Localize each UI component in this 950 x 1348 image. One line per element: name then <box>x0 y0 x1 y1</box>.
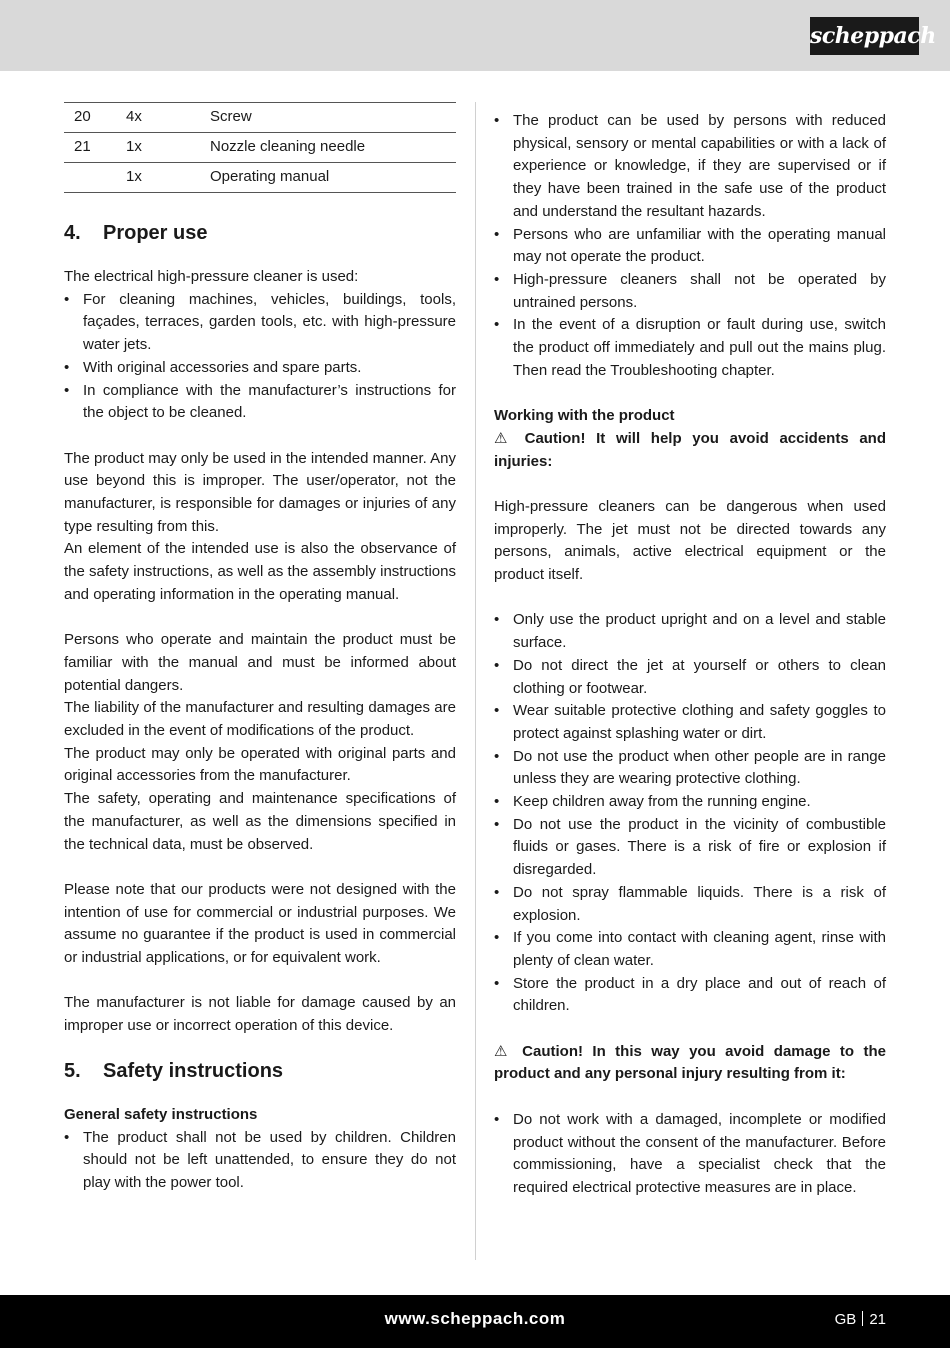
part-quantity: 4x <box>126 103 210 133</box>
page-number <box>835 1311 886 1328</box>
part-name: Operating manual <box>210 163 456 193</box>
part-number <box>64 163 126 193</box>
paragraph: Please note that our products were not designed with the intention of use for commercial or industrial purposes. We assume no guarantee if the product is used in commercial or industrial applications, or for equivalent work. <box>64 880 456 967</box>
part-number: 20 <box>64 103 126 133</box>
paragraph: High-pressure cleaners can be dangerous when used improperly. The jet must not be directed towards any persons, animals, active electrical equipment or the product itself. <box>494 497 886 584</box>
subheading-general-safety: General safety instructions <box>64 1105 258 1123</box>
part-name: Screw <box>210 103 456 133</box>
list-item: • Only use the product upright and on a level and stable surface. <box>494 609 886 654</box>
list-item: • The product shall not be used by children. Children should not be left unattended, to ensure they do not play with the power tool. <box>64 1127 456 1195</box>
parts-table <box>64 102 456 193</box>
paragraph: An element of the intended use is also the observance of the safety instructions, as well as the assembly instructions and operating information in the operating manual. <box>64 540 456 603</box>
list-item: • The product can be used by persons with reduced physical, sensory or mental capabilities or with a lack of experience or knowledge, if they are supervised or if they have been trained in the safe use of the product and understand the resultant hazards. <box>494 110 886 224</box>
working-list <box>494 609 886 1018</box>
subheading-working: Working with the product <box>494 407 675 425</box>
list-item: • For cleaning machines, vehicles, buildings, tools, façades, terraces, garden tools, etc. with high-pressure water jets. <box>64 289 456 357</box>
section-number: 4. <box>64 222 81 244</box>
left-column <box>64 102 456 1195</box>
part-quantity: 1x <box>126 133 210 163</box>
warning-icon: ⚠ <box>494 429 514 447</box>
section-heading-proper-use <box>64 220 456 246</box>
list-item: • Do not use the product in the vicinity of combustible fluids or gases. There is a risk of fire or explosion if disregarded. <box>494 814 886 882</box>
list-item: • Do not spray flammable liquids. There is a risk of explosion. <box>494 882 886 927</box>
scheppach-logo: scheppach <box>810 17 919 55</box>
paragraph: The liability of the manufacturer and resulting damages are excluded in the event of modifications of the product. <box>64 699 456 740</box>
caution-text: Caution! In this way you avoid damage to the product and any personal injury resulting from it: <box>494 1042 886 1083</box>
warning-icon: ⚠ <box>494 1042 513 1060</box>
list-item: • Persons who are unfamiliar with the operating manual may not operate the product. <box>494 224 886 269</box>
list-item: • With original accessories and spare parts. <box>64 357 456 380</box>
list-item: • In compliance with the manufacturer’s instructions for the object to be cleaned. <box>64 380 456 425</box>
footer-bar <box>0 1295 950 1348</box>
paragraph: The product may only be used in the intended manner. Any use beyond this is improper. The user/operator, not the manufacturer, is responsible for damages or injuries of any type resulting from this. <box>64 449 456 535</box>
list-item: • Do not use the product when other people are in range unless they are wearing protective clothing. <box>494 746 886 791</box>
part-number: 21 <box>64 133 126 163</box>
general-safety-list-continued <box>494 110 886 382</box>
proper-use-list <box>64 289 456 425</box>
column-divider <box>475 102 476 1260</box>
list-item: • Wear suitable protective clothing and safety goggles to protect against splashing water or dirt. <box>494 700 886 745</box>
paragraph: The product may only be operated with original parts and original accessories from the manufacturer. <box>64 744 456 785</box>
table-row <box>64 163 456 193</box>
caution-note <box>494 428 886 473</box>
header-band <box>0 0 950 71</box>
section-number: 5. <box>64 1059 81 1082</box>
footer-website: www.scheppach.com <box>384 1309 566 1328</box>
general-safety-list <box>64 1127 456 1195</box>
list-item: • Keep children away from the running engine. <box>494 791 886 814</box>
list-item: • Do not work with a damaged, incomplete or modified product without the consent of the manufacturer. Before commissioning, have a specialist check that the required electrical protective measures are in place. <box>494 1109 886 1200</box>
list-item: • In the event of a disruption or fault during use, switch the product off immediately and pull out the mains plug. Then read the Troubleshooting chapter. <box>494 314 886 382</box>
list-item: • High-pressure cleaners shall not be operated by untrained persons. <box>494 269 886 314</box>
part-name: Nozzle cleaning needle <box>210 133 456 163</box>
section-title: Proper use <box>103 222 208 244</box>
table-row <box>64 103 456 133</box>
proper-use-intro: The electrical high-pressure cleaner is used: <box>64 268 359 285</box>
list-item: • Do not direct the jet at yourself or others to clean clothing or footwear. <box>494 655 886 700</box>
paragraph: Persons who operate and maintain the product must be familiar with the manual and must be informed about potential dangers. <box>64 631 456 694</box>
list-item: • If you come into contact with cleaning agent, rinse with plenty of clean water. <box>494 927 886 972</box>
separator <box>862 1311 863 1326</box>
page-num: 21 <box>869 1311 886 1328</box>
caution-note <box>494 1041 886 1086</box>
part-quantity: 1x <box>126 163 210 193</box>
paragraph: The manufacturer is not liable for damage caused by an improper use or incorrect operation of this device. <box>64 994 456 1035</box>
paragraph: The safety, operating and maintenance specifications of the manufacturer, as well as the dimensions specified in the technical data, must be observed. <box>64 790 456 853</box>
section-title: Safety instructions <box>103 1059 284 1082</box>
right-column <box>494 110 886 1200</box>
table-row <box>64 133 456 163</box>
caution-text: Caution! It will help you avoid accidents and injuries: <box>494 429 886 470</box>
language-code: GB <box>834 1311 857 1328</box>
section-heading-safety <box>64 1058 456 1084</box>
damage-list <box>494 1109 886 1200</box>
list-item: • Store the product in a dry place and out of reach of children. <box>494 973 886 1018</box>
